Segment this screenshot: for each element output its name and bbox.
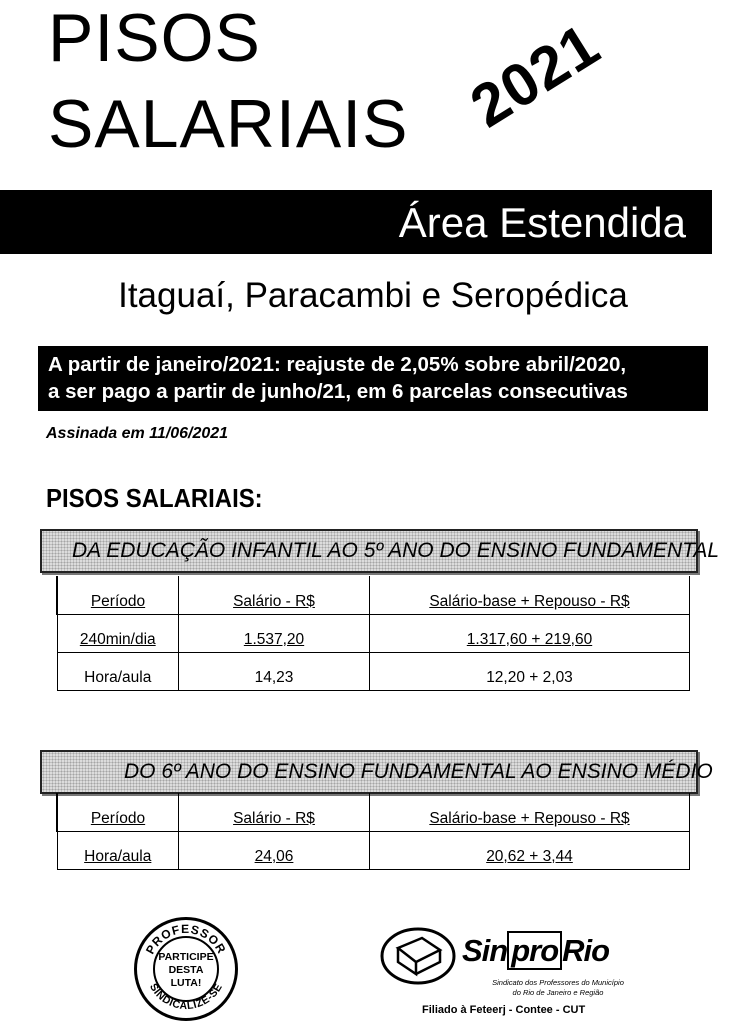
logo-subtitle-line-2: do Rio de Janeiro e Região bbox=[512, 988, 604, 997]
cell-period: Hora/aula bbox=[84, 668, 152, 686]
logo-subtitle-line-1: Sindicato dos Professores do Município bbox=[492, 978, 624, 987]
section-heading: PISOS SALARIAIS: bbox=[46, 483, 263, 513]
header-cell bbox=[370, 576, 690, 614]
sindicalize-seal bbox=[134, 917, 238, 1021]
seal-middle-line-1: PARTICIPE bbox=[158, 951, 214, 963]
title-line-1: PISOS bbox=[48, 0, 261, 76]
cell-period: Hora/aula bbox=[84, 847, 152, 865]
area-label: Área Estendida bbox=[398, 199, 686, 246]
table-cell bbox=[370, 652, 690, 690]
cell-salary: 24,06 bbox=[254, 847, 294, 865]
signed-date: Assinada em 11/06/2021 bbox=[46, 425, 229, 442]
header-salary: Salário - R$ bbox=[233, 809, 315, 827]
header-cell bbox=[57, 576, 179, 614]
table1-banner bbox=[40, 529, 720, 573]
sinprorio-logo-icon bbox=[378, 926, 458, 986]
logo-rio: Rio bbox=[562, 933, 610, 968]
cell-base-repouso: 20,62 + 3,44 bbox=[486, 847, 573, 865]
header-period: Período bbox=[90, 809, 146, 827]
logo-subtitle bbox=[478, 978, 638, 998]
table2-banner-text: DO 6º ANO DO ENSINO FUNDAMENTAL AO ENSINO MÉDIO bbox=[124, 760, 713, 783]
cell-salary: 1.537,20 bbox=[243, 630, 305, 648]
cell-period: 240min/dia bbox=[79, 630, 156, 648]
table-header-row bbox=[57, 793, 690, 831]
header-cell bbox=[179, 793, 370, 831]
area-banner bbox=[0, 190, 712, 254]
header-base-repouso: Salário-base + Repouso - R$ bbox=[429, 809, 630, 827]
seal-inner-circle bbox=[153, 936, 219, 1002]
table-cell bbox=[179, 614, 370, 652]
table-row bbox=[57, 831, 690, 869]
table-cell bbox=[370, 614, 690, 652]
notice-line-1: A partir de janeiro/2021: reajuste de 2,05% sobre abril/2020, bbox=[48, 353, 627, 376]
title-line-2: SALARIAIS bbox=[48, 86, 409, 162]
cities-subtitle: Itaguaí, Paracambi e Seropédica bbox=[118, 276, 628, 315]
table-cell bbox=[57, 831, 179, 869]
seal-middle-line-2: DESTA bbox=[168, 964, 204, 976]
header-cell bbox=[370, 793, 690, 831]
table1-banner-text: DA EDUCAÇÃO INFANTIL AO 5º ANO DO ENSINO FUNDAMENTAL bbox=[72, 539, 720, 562]
logo-pro: pro bbox=[507, 931, 562, 970]
header-cell bbox=[179, 576, 370, 614]
sinprorio-logo-text bbox=[462, 933, 609, 969]
logo-sin: Sin bbox=[462, 933, 508, 968]
header-base-repouso: Salário-base + Repouso - R$ bbox=[429, 592, 630, 610]
cell-salary: 14,23 bbox=[254, 668, 294, 686]
table-cell bbox=[179, 652, 370, 690]
table-cell bbox=[57, 614, 179, 652]
seal-middle-line-3: LUTA! bbox=[170, 977, 202, 989]
cell-base-repouso: 12,20 + 2,03 bbox=[486, 668, 573, 686]
affiliation-text: Filiado à Feteerj - Contee - CUT bbox=[422, 1004, 586, 1016]
table-row bbox=[57, 614, 690, 652]
header-cell bbox=[57, 793, 179, 831]
year-label: 2021 bbox=[458, 10, 612, 141]
table-cell bbox=[57, 652, 179, 690]
table-header-row bbox=[57, 576, 690, 614]
notice-line-2: a ser pago a partir de junho/21, em 6 parcelas consecutivas bbox=[48, 380, 628, 403]
table-row bbox=[57, 652, 690, 690]
table-cell bbox=[370, 831, 690, 869]
cell-base-repouso: 1.317,60 + 219,60 bbox=[466, 630, 593, 648]
salary-table-2 bbox=[56, 793, 690, 870]
header-period: Período bbox=[90, 592, 146, 610]
table-cell bbox=[179, 831, 370, 869]
table2-banner bbox=[40, 750, 713, 794]
salary-table-1 bbox=[56, 576, 690, 691]
adjustment-notice bbox=[38, 346, 708, 411]
seal-bottom-text: SINDICALIZE-SE bbox=[147, 981, 225, 1013]
seal-top-text: PROFESSOR bbox=[142, 921, 229, 957]
header-salary: Salário - R$ bbox=[233, 592, 315, 610]
